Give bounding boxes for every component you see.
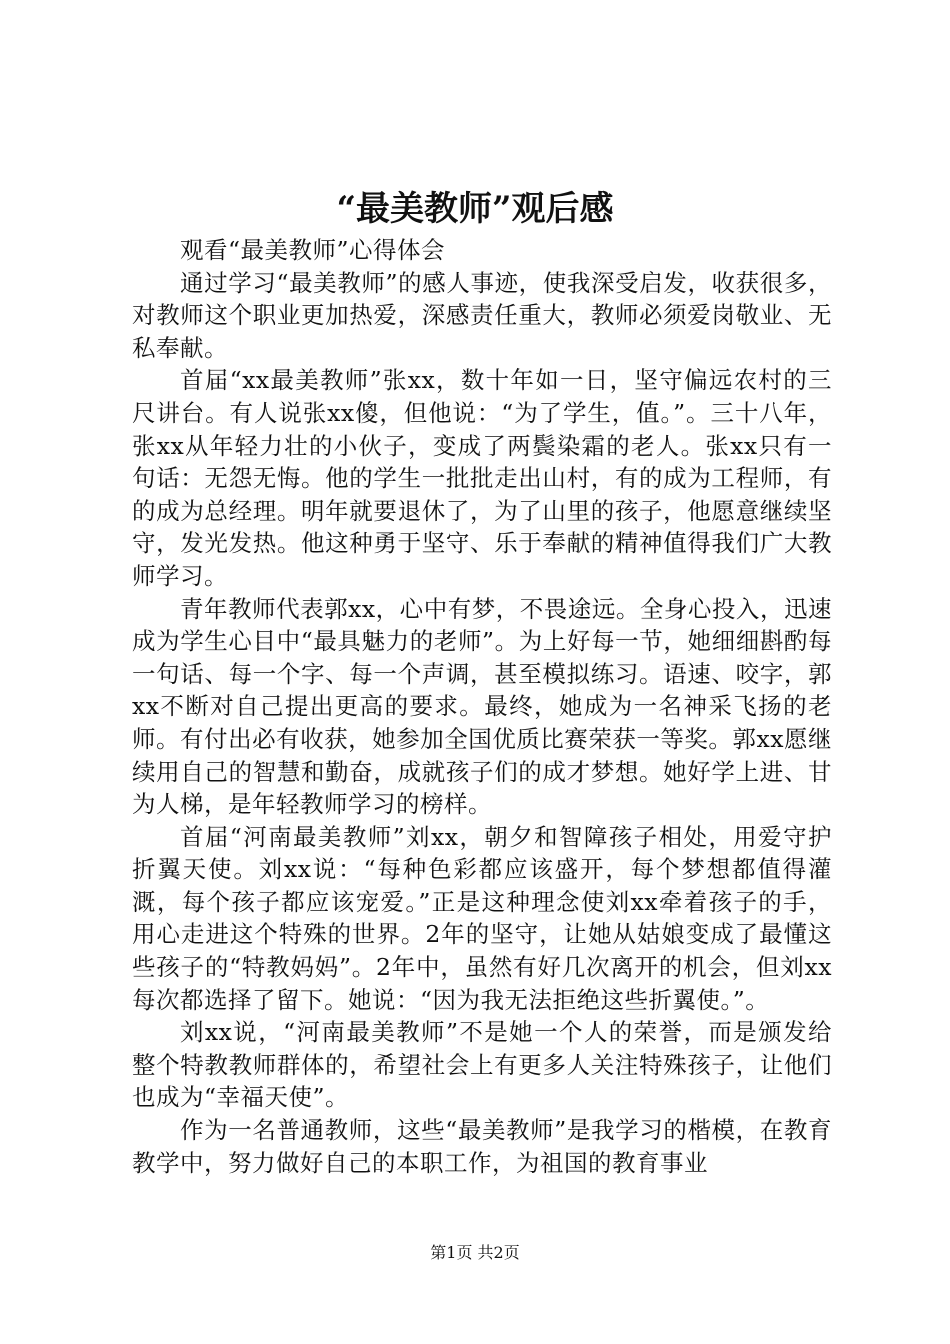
paragraph-zhang: 首届“xx最美教师”张xx，数十年如一日，坚守偏远农村的三尺讲台。有人说张xx傻，但他说：“为了学生，值。”。三十八年，张xx从年轻力壮的小伙子，变成了两鬓染霜的老人。张xx只有一句话：无怨无悔。他的学生一批批走出山村，有的成为工程师，有的成为总经理。明年就要退休了，为了山里的孩子，他愿意继续坚守，发光发热。他这种勇于坚守、乐于奉献的精神值得我们广大教师学习。 xyxy=(132,366,832,590)
paragraph-guo: 青年教师代表郭xx，心中有梦，不畏途远。全身心投入，迅速成为学生心目中“最具魅力的老师”。为上好每一节，她细细斟酌每一句话、每一个字、每一个声调，甚至模拟练习。语速、咬字，郭xx不断对自己提出更高的要求。最终，她成为一名神采飞扬的老师。有付出必有收获，她参加全国优质比赛荣获一等奖。郭xx愿继续用自己的智慧和勤奋，成就孩子们的成才梦想。她好学上进、甘为人梯，是年轻教师学习的榜样。 xyxy=(132,594,832,819)
paragraph-liu: 首届“河南最美教师”刘xx，朝夕和智障孩子相处，用爱守护折翼天使。刘xx说：“每种色彩都应该盛开，每个梦想都值得灌溉，每个孩子都应该宠爱。”正是这种理念使刘xx牵着孩子的手，用心走进这个特殊的世界。2年的坚守，让她从姑娘变成了最懂这些孩子的“特教妈妈”。2年中，虽然有好几次离开的机会，但刘xx每次都选择了留下。她说：“因为我无法拒绝这些折翼使。”。 xyxy=(132,822,832,1014)
document-body xyxy=(132,234,832,1179)
paragraph-liu-honor: 刘xx说，“河南最美教师”不是她一个人的荣誉，而是颁发给整个特教教师群体的，希望社会上有更多人关注特殊孩子，让他们也成为“幸福天使”。 xyxy=(132,1018,832,1112)
document-title: “最美教师”观后感 xyxy=(336,189,614,229)
paragraph-subtitle: 观看“最美教师”心得体会 xyxy=(180,236,446,264)
paragraph-intro: 通过学习“最美教师”的感人事迹，使我深受启发，收获很多，对教师这个职业更加热爱，深感责任重大，教师必须爱岗敬业、无私奉献。 xyxy=(132,268,832,362)
page-footer: 第1页 共2页 xyxy=(430,1243,520,1262)
paragraph-conclusion: 作为一名普通教师，这些“最美教师”是我学习的楷模，在教育教学中，努力做好自己的本职工作，为祖国的教育事业 xyxy=(132,1116,832,1177)
